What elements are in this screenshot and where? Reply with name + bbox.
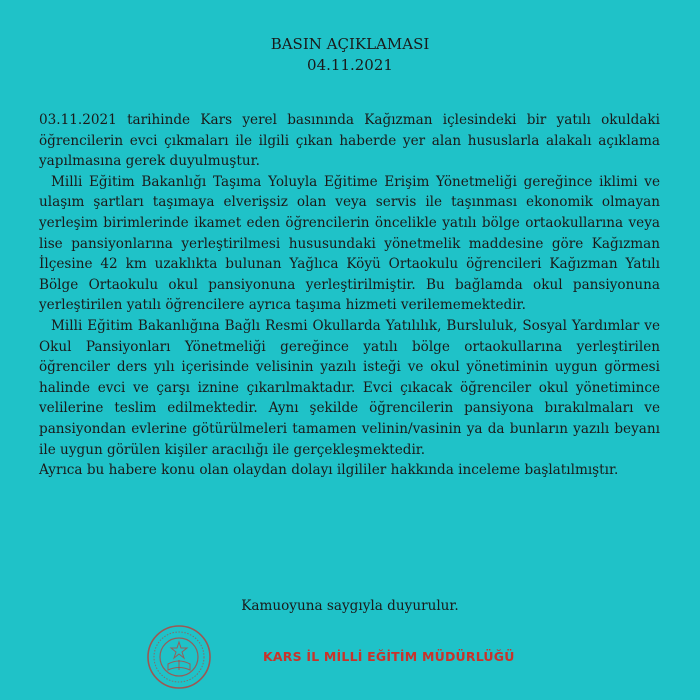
paragraph-4: Ayrıca bu habere konu olan olaydan dolayı ilgililer hakkında inceleme başlatılmıştır. [39, 462, 619, 479]
title-block [0, 34, 700, 76]
paragraph-2: Milli Eğitim Bakanlığı Taşıma Yoluyla Eğitime Erişim Yönetmeliği gereğince iklimi ve ulaşım şartları taşımaya elverişsiz olan veya servis ile taşınması ekonomik olmayan yerleşim birimlerinde ikamet eden öğrencilerin öncelikle yatılı bölge ortaokullarına veya lise pansiyonlarına yerleştirilmesi hususundaki yönetmelik maddesine göre Kağızman İlçesine 42 km uzaklıkta bulunan Yağlıca Köyü Ortaokulu öğrencileri Kağızman Yatılı Bölge Ortaokulu okul pansiyonuna yerleştirilmiştir. Bu bağlamda okul pansiyonuna yerleştirilen yatılı öğrencilere ayrıca taşıma hizmeti verilememektedir. [39, 173, 660, 314]
ministry-seal-icon [146, 624, 212, 690]
closing-line: Kamuoyuna saygıyla duyurulur. [241, 598, 459, 614]
organization-name: KARS İL MİLLİ EĞİTİM MÜDÜRLÜĞÜ [263, 649, 515, 664]
statement-body [39, 110, 660, 481]
document-date: 04.11.2021 [307, 56, 393, 74]
paragraph-1: 03.11.2021 tarihinde Kars yerel basınında Kağızman içlesindeki bir yatılı okuldaki öğrencilerin evci çıkmaları ile ilgili çıkan haberde yer alan hususlarla alakalı açıklama yapılmasına gerek duyulmuştur. [39, 112, 660, 170]
document-title: BASIN AÇIKLAMASI [270, 35, 430, 53]
paragraph-3: Milli Eğitim Bakanlığına Bağlı Resmi Okullarda Yatılılık, Bursluluk, Sosyal Yardımlar ve Okul Pansiyonları Yönetmeliği gereğince yatılı bölge ortaokullarına yerleştirilen öğrenciler ders yılı içerisinde velisinin yazılı isteği ve okul yönetiminin uygun görmesi halinde evci ve çarşı iznine çıkarılmaktadır. Evci çıkacak öğrenciler okul yönetimince velilerine teslim edilmektedir. Aynı şekilde öğrencilerin pansiyona bırakılmaları ve pansiyondan evlerine götürülmeleri tamamen velinin/vasinin ya da bunların yazılı beyanı ile uygun görülen kişiler aracılığı ile gerçekleşmektedir. [39, 317, 660, 458]
